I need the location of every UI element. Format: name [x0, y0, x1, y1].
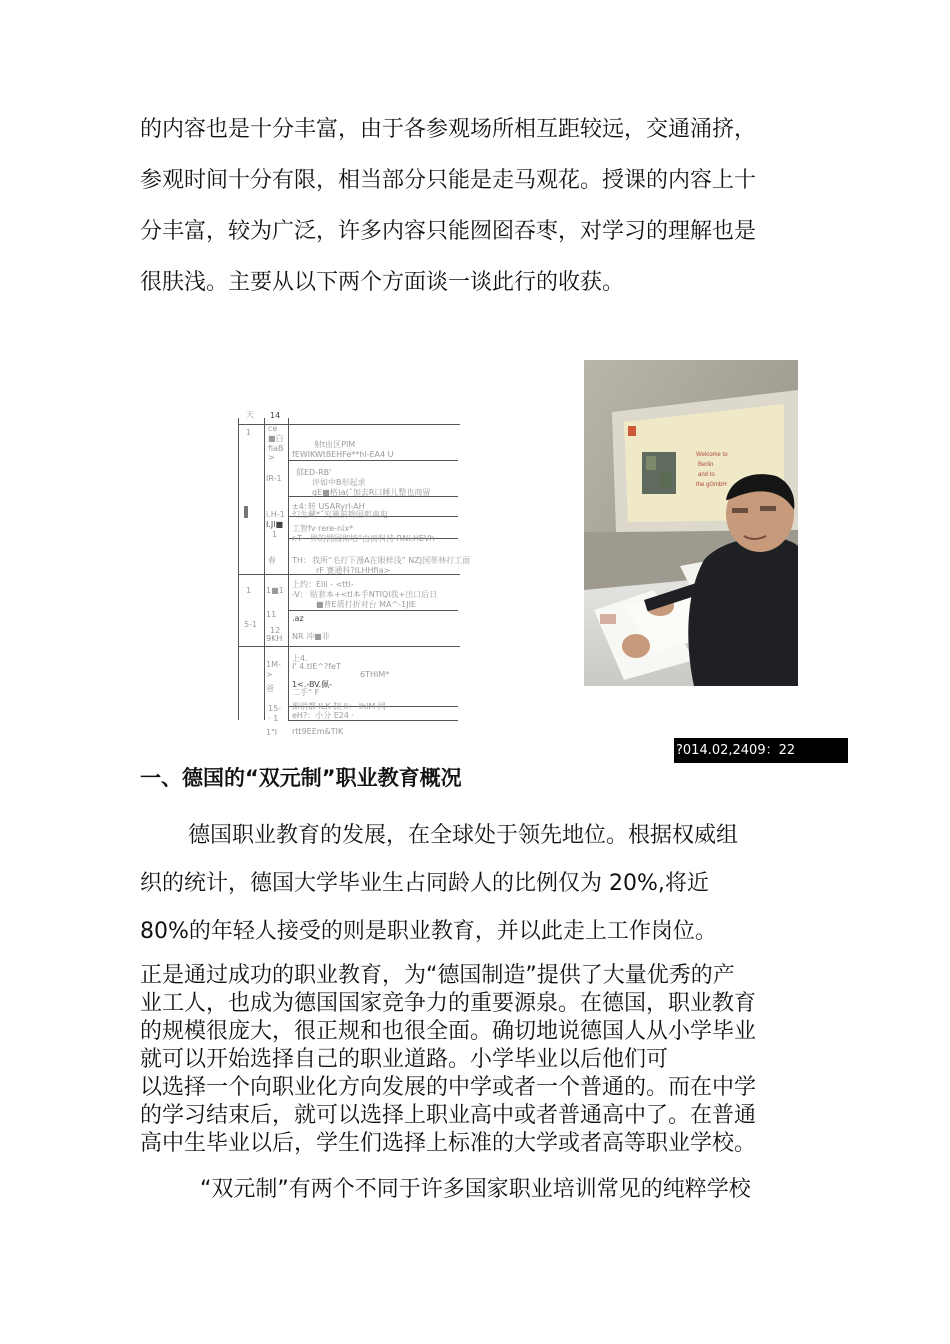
paragraph-line: 就可以开始选择自己的职业道路。小学毕业以后他们可: [140, 1047, 669, 1072]
table-cell: 工智fv·rere-nix*: [292, 524, 354, 533]
table-cell: ■白: [268, 434, 284, 443]
table-cell: .az: [292, 614, 304, 623]
table-cell: NR 冲■非: [292, 632, 330, 641]
table-cell: rtt9EEm&TlK: [292, 727, 344, 736]
table-cell: IR-1: [266, 474, 282, 483]
table-cell: TH：: [292, 556, 311, 565]
slide-text: Welcome to: [696, 452, 728, 458]
table-cell: gE■格)a(ˇ加去R口睡儿整也商留: [312, 488, 431, 497]
slide-text: the gGmbH: [696, 482, 727, 488]
paragraph-line: “双元制”有两个不同于许多国家职业培训常见的纯粹学校: [200, 1177, 751, 1202]
table-cell: -V：: [292, 590, 308, 599]
paragraph-line: 正是通过成功的职业教育，为“德国制造”提供了大量优秀的产: [140, 963, 735, 988]
table-cell: 上4.: [292, 654, 308, 663]
table-cell: 界的拥园彻培“由而科持 RNi.HEVh: [310, 534, 435, 543]
paragraph-line: 的规模很庞大，很正规和也很全面。确切地说德国人从小学毕业: [140, 1019, 757, 1044]
intro-paragraph: [140, 104, 840, 308]
intro-line: 很肤浅。主要从以下两个方面谈一谈此行的收获。: [140, 270, 625, 295]
table-cell: 评如中B形起求: [312, 478, 366, 487]
table-cell: ce: [268, 424, 278, 433]
classroom-photo: [584, 360, 798, 686]
paragraph-line: 高中生毕业以后，学生们选择上标准的大学或者高等职业学校。: [140, 1131, 757, 1156]
table-cell: 1"l: [266, 728, 277, 737]
intro-line: 参观时间十分有限，相当部分只能是走马观花。授课的内容上十: [140, 168, 757, 193]
table-cell: 11: [266, 610, 277, 619]
table-cell: i.H-1: [266, 510, 285, 519]
table-cell: 上约：Elli - <ttl-: [292, 580, 354, 589]
table-cell: ■普E质打折对台 MA^-1JIE: [316, 600, 416, 609]
table-cell: I.Jl■: [266, 520, 284, 529]
intro-line: 分丰富，较为广泛，许多内容只能囫囵吞枣，对学习的理解也是: [140, 219, 757, 244]
table-cell: r.T-: [292, 534, 305, 543]
table-cell: 即消都 ILK 制 Ii： lhlM 网: [292, 702, 386, 711]
table-cell: 郁ED-RB': [296, 468, 332, 477]
table-cell: 1: [246, 586, 252, 595]
intro-line: 的内容也是十分丰富，由于各参观场所相互距较远，交通涌挤，: [140, 117, 757, 142]
table-cell: fiaB: [268, 444, 284, 453]
paragraph-line: 业工人，也成为德国国家竞争力的重要源泉。在德国，职业教育: [140, 991, 757, 1016]
table-cell: >: [266, 670, 273, 679]
paragraph-line: 以选择一个向职业化方向发展的中学或者一个普通的。而在中学: [140, 1075, 757, 1100]
table-cell: 1<.-BV.佩-: [292, 680, 333, 689]
table-cell: fEWlKWt8EHFe**hl-EA4 U: [292, 450, 394, 459]
paragraph-line: 80%的年轻人接受的则是职业教育，并以此走上工作岗位。: [140, 919, 717, 944]
scan-mark: [244, 506, 248, 518]
table-cell: 转 USARyrl-AH: [308, 502, 365, 511]
table-cell: rF 赛通科?ILHHfia>: [316, 566, 391, 575]
section-heading: 一、德国的“双元制”职业教育概况: [140, 766, 462, 790]
table-cell: >: [268, 453, 275, 462]
table-cell: eH?：小分 E24 ·: [292, 711, 355, 720]
table-cell: 1: [246, 428, 252, 437]
paragraph-line: 的学习结束后，就可以选择上职业高中或者普通高中了。在普通: [140, 1103, 757, 1128]
table-cell: 春: [268, 556, 276, 565]
table-cell: 二手“ F: [292, 688, 320, 697]
table-cell: 天: [246, 410, 254, 419]
table-cell: 爸: [266, 684, 274, 693]
table-cell: 9KH: [266, 634, 283, 643]
table-cell: 贴套本+<tl本手NTlQI我+出口后日: [310, 590, 438, 599]
dense-paragraph: [140, 962, 840, 1158]
classroom-photo-illustration: [584, 360, 798, 686]
photo-timestamp: ?014.02,2409：22: [674, 738, 848, 763]
table-cell: 幻生藏*ˇ究量前物因彰南电: [292, 510, 388, 519]
scanned-schedule-table: [236, 378, 471, 738]
table-cell: 我所“毛打下漫A在眼样浅” NZJ国革林打工面: [312, 556, 471, 565]
slide-text: Berlin: [698, 462, 714, 468]
table-cell: 6THIM*: [360, 670, 390, 679]
paragraph-line: 织的统计，德国大学毕业生占同龄人的比例仅为 20%,将近: [140, 871, 709, 896]
table-cell: 5-1: [244, 620, 258, 629]
table-cell: 1: [272, 530, 278, 539]
table-cell: 1■1: [266, 586, 284, 595]
slide-text: and to: [698, 472, 715, 478]
table-cell: 15-: [268, 704, 282, 713]
paragraph-line: 德国职业教育的发展，在全球处于领先地位。根据权威组: [188, 823, 739, 848]
table-cell: I' 4.tIE^?feT: [292, 662, 341, 671]
table-cell: · 1: [268, 714, 279, 723]
table-cell: 1M-: [266, 660, 281, 669]
table-cell: 12: [270, 626, 281, 635]
table-cell: 射t由区PIM: [314, 440, 356, 449]
table-cell: ±4：: [292, 502, 312, 511]
table-cell: 14: [270, 411, 281, 420]
